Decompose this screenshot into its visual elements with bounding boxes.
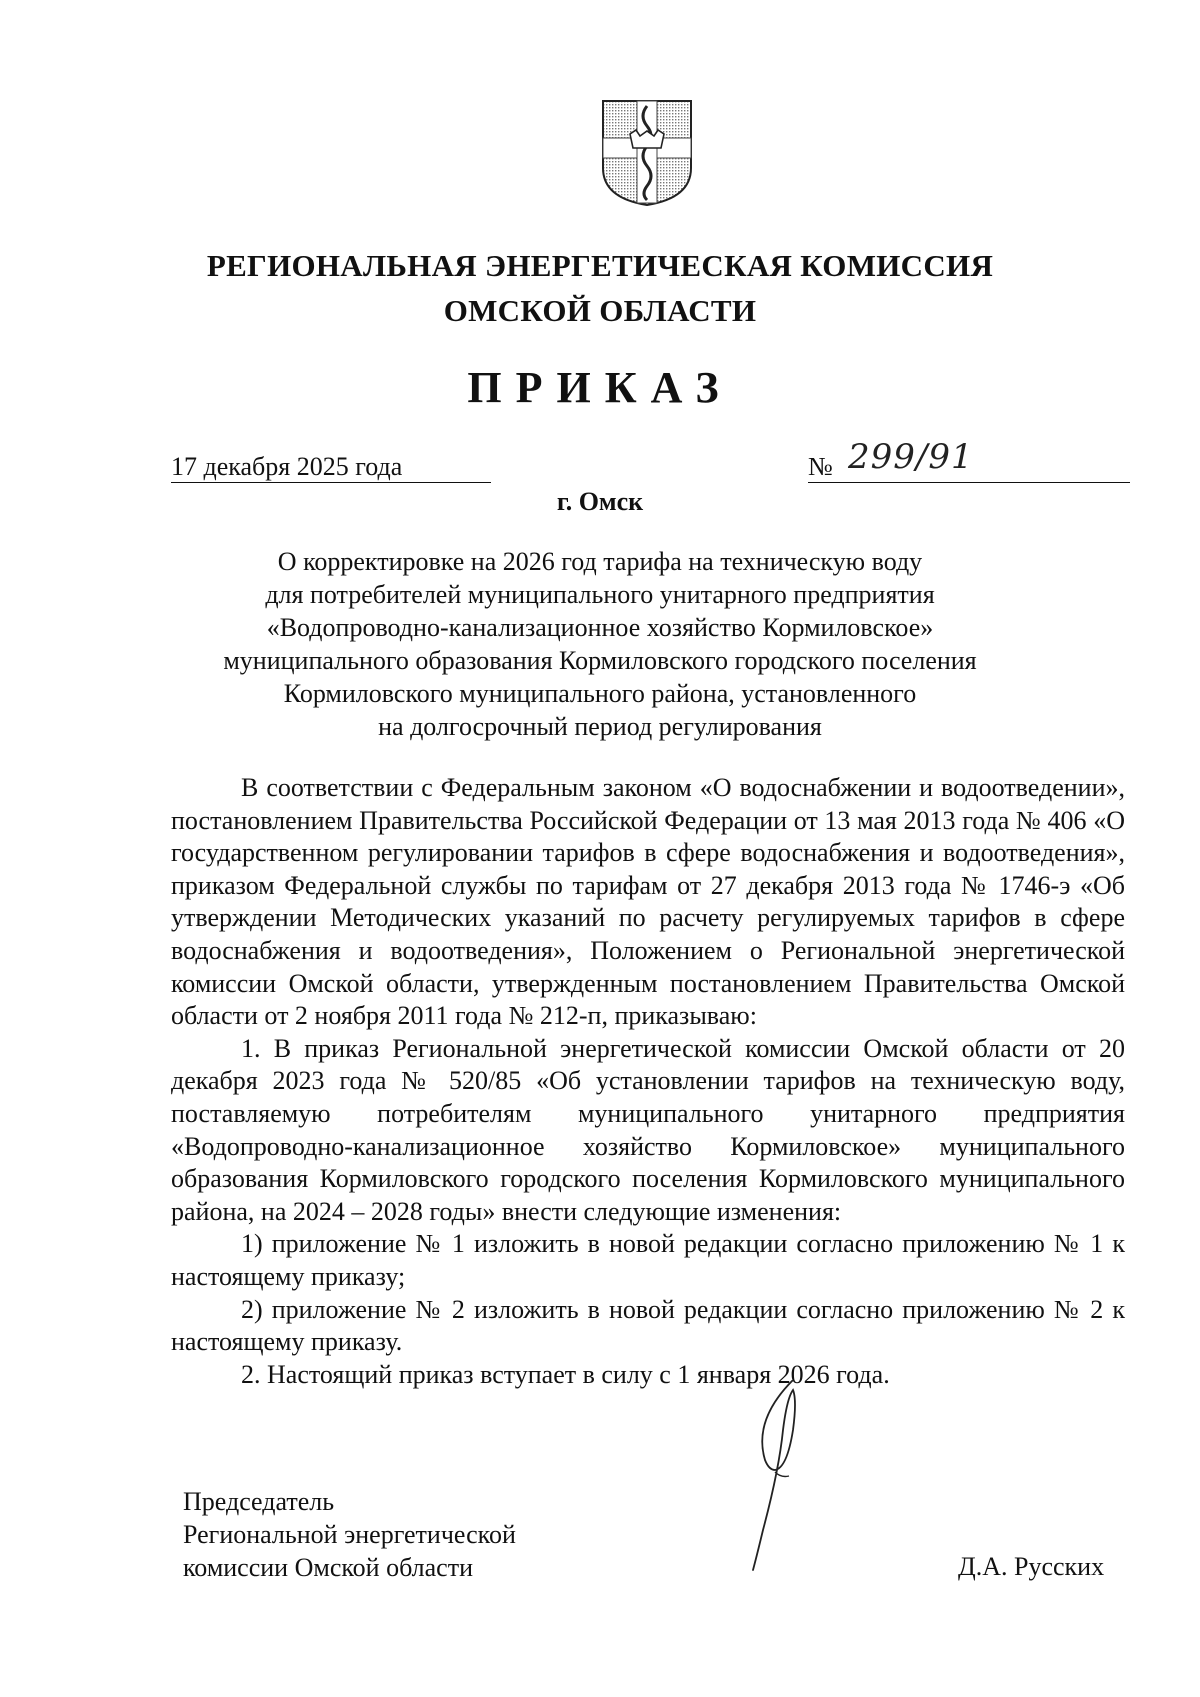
order-number-field [808,437,1130,483]
signatory-name: Д.А. Русских [958,1552,1105,1581]
signatory-title-line: комиссии Омской области [183,1553,473,1582]
document-type-title: ПРИКАЗ [467,363,733,412]
item-1-2-paragraph: 2) приложение № 2 изложить в новой редакции согласно приложению № 2 к настоящему приказу. [171,1294,1125,1357]
item-2-paragraph: 2. Настоящий приказ вступает в силу с 1 января 2026 года. [241,1359,890,1389]
order-date: 17 декабря 2025 года [171,452,491,483]
signatory-title-line: Региональной энергетической [183,1520,516,1549]
number-label: № [808,452,833,481]
handwritten-order-number: 299/91 [848,437,974,477]
order-subject [150,545,1050,743]
coat-of-arms-emblem [600,98,694,208]
signatory-title-line: Председатель [183,1487,335,1516]
subject-line: Кормиловского муниципального района, установленного [283,679,917,708]
subject-line: муниципального образования Кормиловского городского поселения [223,646,977,675]
subject-line: О корректировке на 2026 год тарифа на техническую воду [277,547,923,576]
item-1-1-paragraph: 1) приложение № 1 изложить в новой редакции согласно приложению № 1 к настоящему приказу; [171,1229,1125,1291]
item-1-paragraph: 1. В приказ Региональной энергетической комиссии Омской области от 20 декабря 2023 года № 520/85 «Об установлении тарифов на техническую воду, поставляемую потребителям муниципального унитарного предприятия «Водопроводно-канализационное хозяйство Кормиловское» муниципального образования Кормиловского городского поселения Кормиловского муниципального района, на 2024 – 2028 годы» внести следующие изменения: [171,1033,1125,1226]
organization-name-line2: ОМСКОЙ ОБЛАСТИ [443,293,757,328]
subject-line: на долгосрочный период регулирования [378,712,822,741]
organization-name-line1: РЕГИОНАЛЬНАЯ ЭНЕРГЕТИЧЕСКАЯ КОМИССИЯ [206,248,994,283]
subject-line: «Водопроводно-канализационное хозяйство Кормиловское» [266,613,934,642]
handwritten-signature [735,1380,875,1590]
order-body [171,772,1125,1391]
subject-line: для потребителей муниципального унитарного предприятия [265,580,935,609]
city: г. Омск [556,487,644,516]
signatory-title [183,1485,516,1584]
preamble-paragraph: В соответствии с Федеральным законом «О водоснабжении и водоотведении», постановлением Правительства Российской Федерации от 13 мая 2013 года № 406 «О государственном регулировании тарифов в сфере водоснабжения и водоотведения», приказом Федеральной службы по тарифам от 27 декабря 2013 года № 1746-э «Об утверждении Методических указаний по расчету регулируемых тарифов в сфере водоснабжения и водоотведения», Положением о Региональной энергетической комиссии Омской области, утвержденным постановлением Правительства Омской области от 2 ноября 2011 года № 212-п, приказываю: [171,773,1125,1031]
